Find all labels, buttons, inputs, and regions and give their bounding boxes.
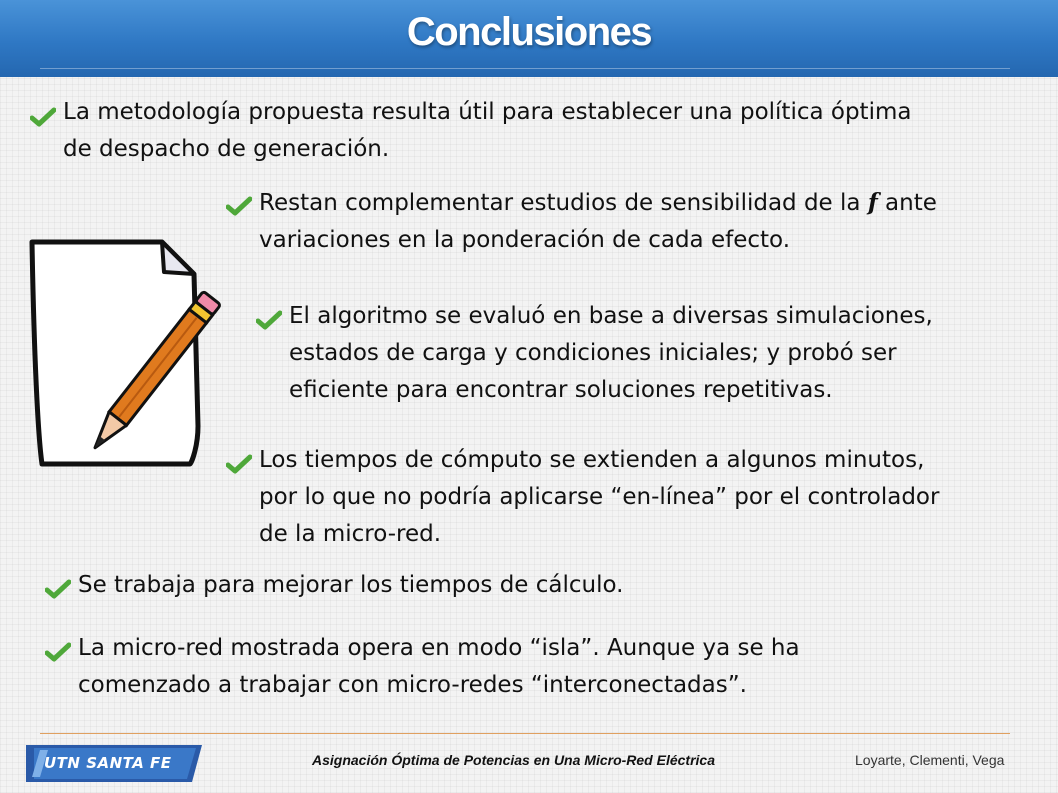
- bullet-line: eficiente para encontrar soluciones repetitivas.: [289, 377, 833, 403]
- bullet-line: La micro-red mostrada opera en modo “isla”. Aunque ya se ha: [78, 635, 800, 661]
- bullet-line: variaciones en la ponderación de cada efecto.: [259, 227, 790, 253]
- header-divider: [40, 68, 1010, 69]
- slide-title: Conclusiones: [406, 10, 652, 54]
- check-icon: [226, 454, 252, 474]
- bullet-sensitivity: [259, 184, 937, 259]
- check-icon: [30, 107, 56, 127]
- bullet-line: comenzado a trabajar con micro-redes “interconectadas”.: [78, 672, 747, 698]
- bullet-improve-times: [78, 567, 623, 604]
- bullet-island-mode: [78, 630, 800, 704]
- bullet-line: de despacho de generación.: [63, 136, 390, 162]
- bullet-line: Se trabaja para mejorar los tiempos de cálculo.: [78, 572, 624, 598]
- logo-text: UTN SANTA FE: [44, 754, 172, 772]
- bullet-line: La metodología propuesta resulta útil para establecer una política óptima: [63, 99, 912, 125]
- bullet-line: por lo que no podría aplicarse “en-línea” por el controlador: [259, 484, 940, 510]
- footer-authors: Loyarte, Clementi, Vega: [855, 752, 1005, 768]
- check-icon: [256, 310, 282, 330]
- footer-divider: [40, 733, 1010, 734]
- title-bar: [0, 0, 1058, 77]
- check-icon: [45, 642, 71, 662]
- bullet-line: [259, 184, 937, 222]
- bullet-text: Restan complementar estudios de sensibilidad de la: [259, 190, 868, 216]
- bullet-compute-time: [259, 442, 939, 553]
- function-symbol: f: [867, 189, 878, 216]
- bullet-algorithm: [289, 298, 933, 409]
- check-icon: [45, 579, 71, 599]
- check-icon: [226, 196, 252, 216]
- footer-presentation-title: Asignación Óptima de Potencias en Una Micro-Red Eléctrica: [312, 752, 715, 768]
- bullet-line: El algoritmo se evaluó en base a diversas simulaciones,: [289, 303, 933, 329]
- bullet-text: ante: [877, 190, 937, 216]
- paper-pencil-icon: [22, 236, 237, 471]
- bullet-line: de la micro-red.: [259, 521, 442, 547]
- bullet-line: Los tiempos de cómputo se extienden a algunos minutos,: [259, 447, 925, 473]
- bullet-line: estados de carga y condiciones iniciales; y probó ser: [289, 340, 897, 366]
- bullet-methodology: [63, 94, 911, 168]
